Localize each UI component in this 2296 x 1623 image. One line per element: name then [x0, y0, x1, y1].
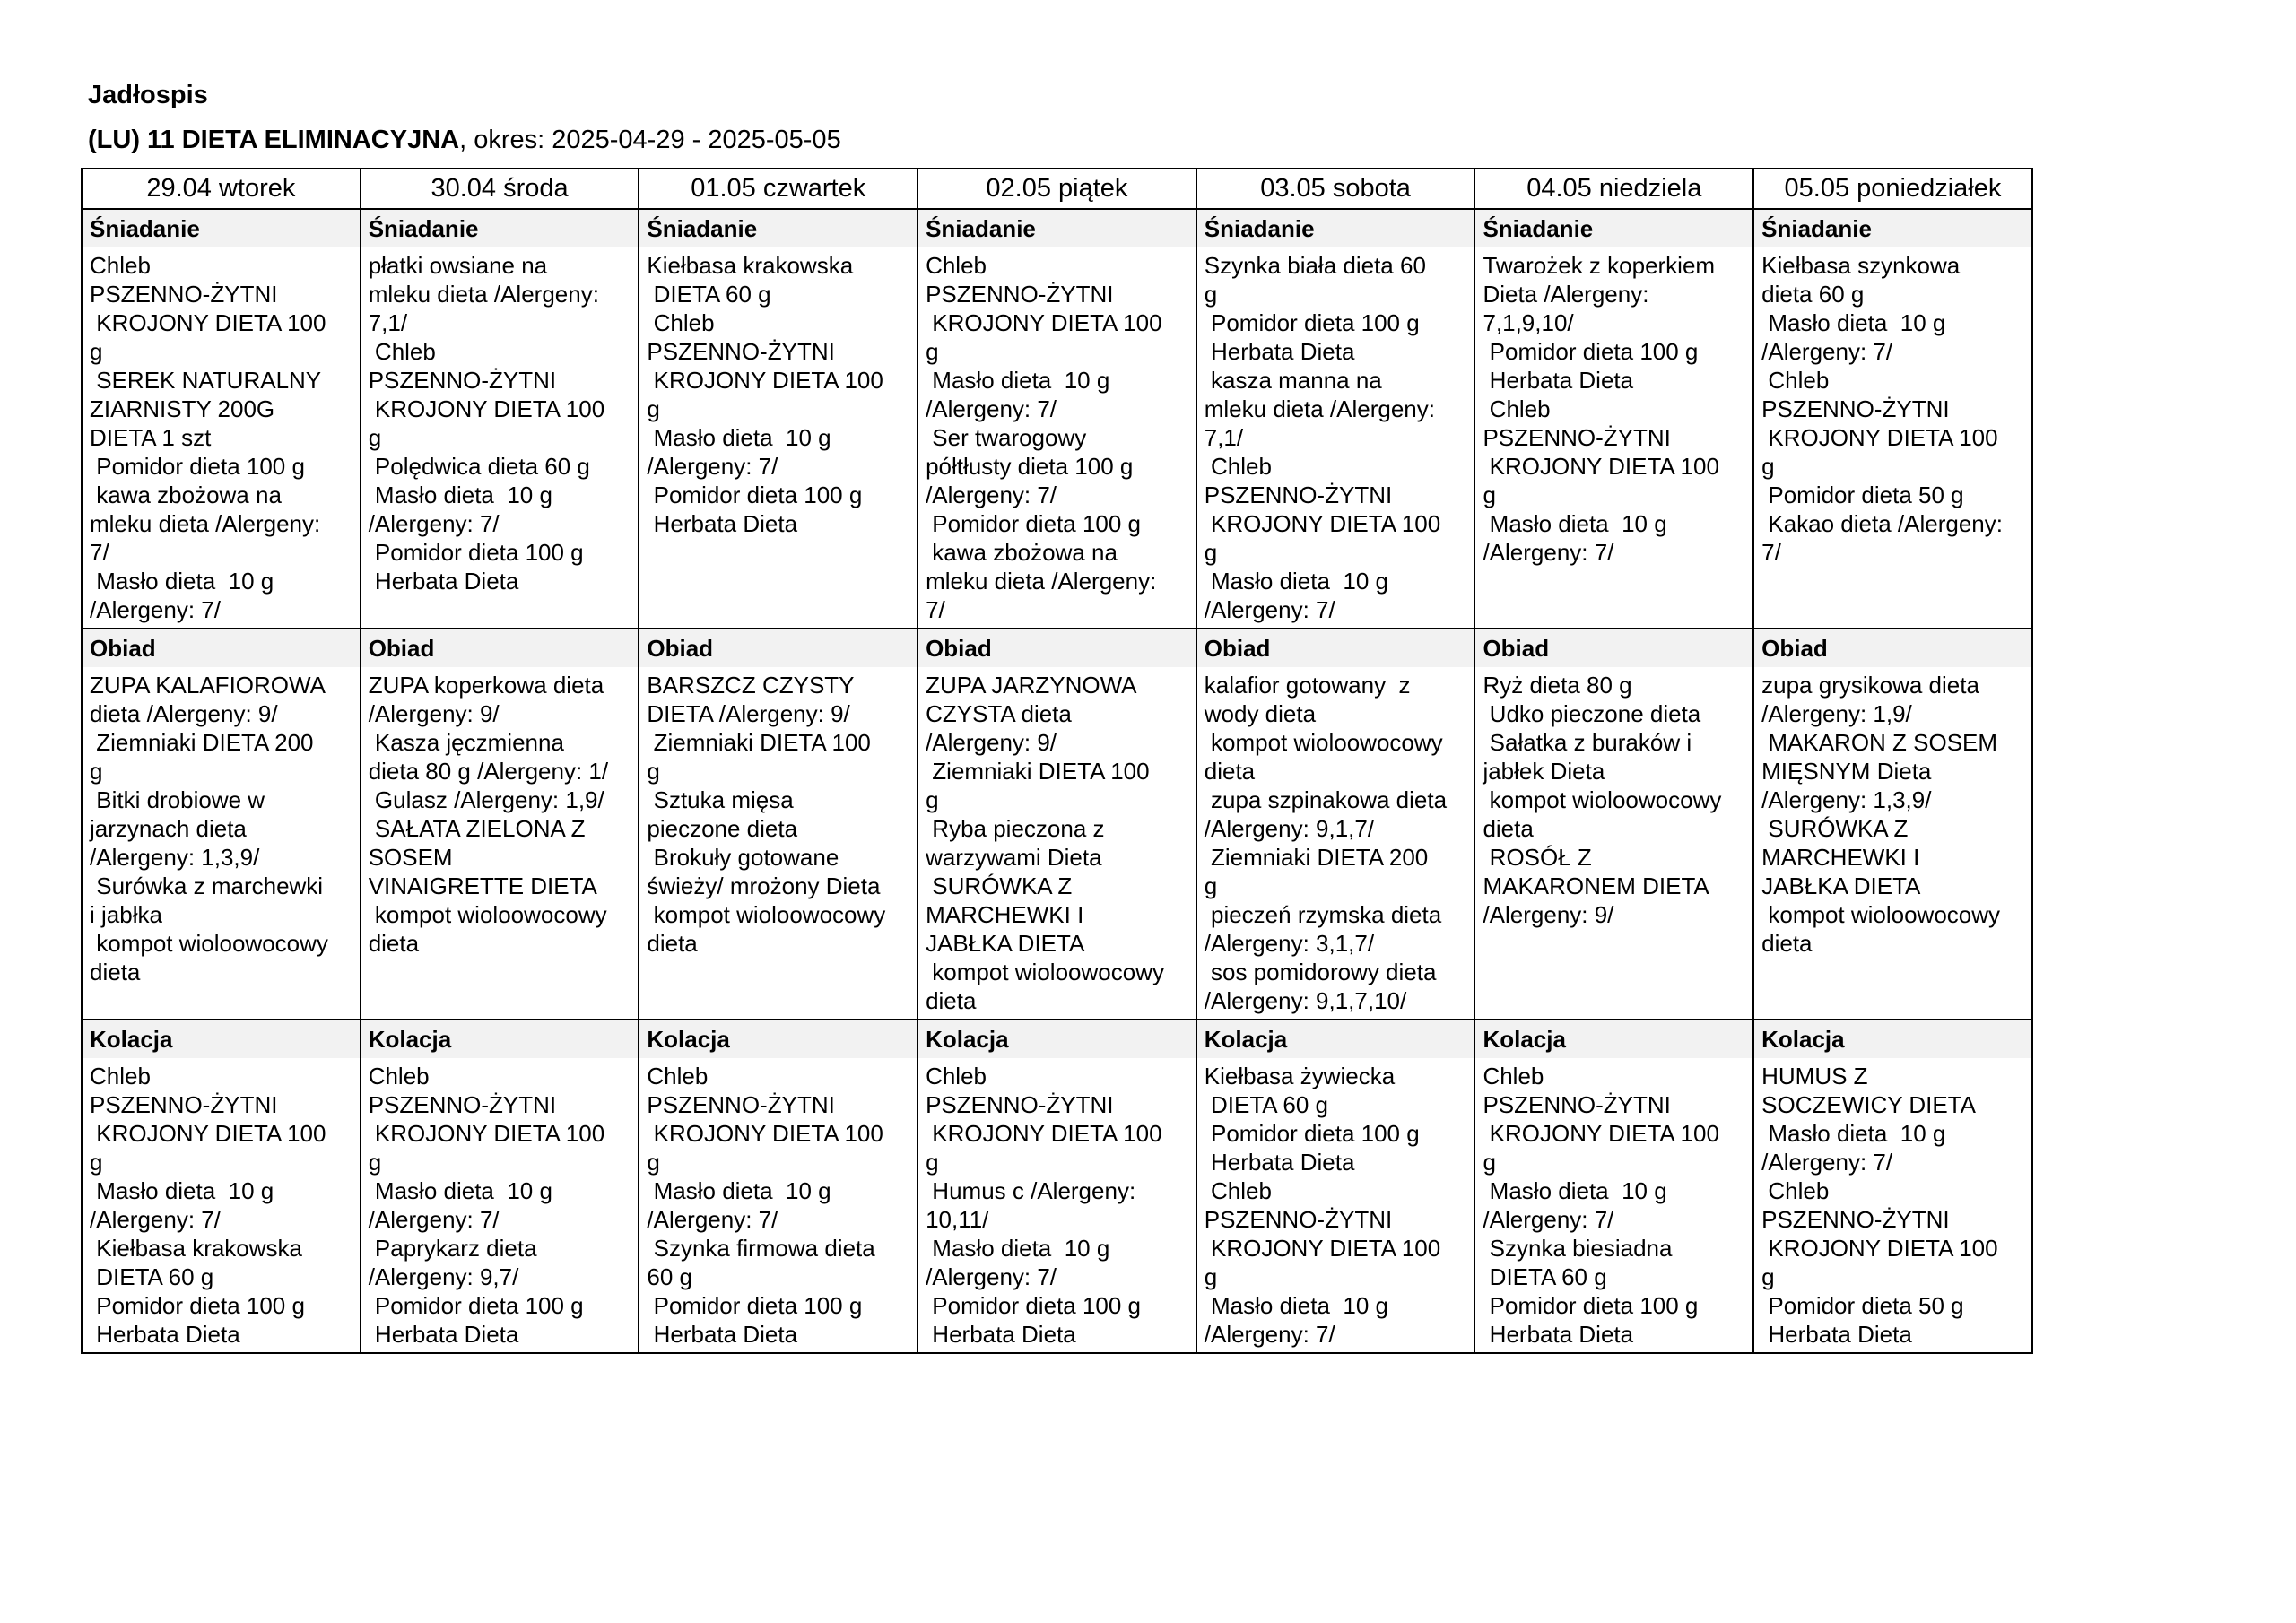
meal-items: Ryż dieta 80 g Udko pieczone dieta Sałatka z buraków i jabłek Dieta kompot wioloowocowy dieta ROSÓŁ Z MAKARONEM DIETA /Alergeny: 9/: [1483, 672, 1722, 928]
breakfast-cell: [1474, 209, 1753, 629]
meal-items: BARSZCZ CZYSTY DIETA /Alergeny: 9/ Ziemniaki DIETA 100 g Sztuka mięsa pieczone dieta Brokuły gotowane świeży/ mrożony Dieta kompot wioloowocowy dieta: [647, 672, 886, 957]
breakfast-cell: [1753, 209, 2032, 629]
meal-title: Obiad: [1197, 629, 1474, 667]
breakfast-cell: [918, 209, 1196, 629]
breakfast-cell: [639, 209, 918, 629]
dinner-cell: [918, 629, 1196, 1020]
meal-title: Śniadanie: [83, 210, 360, 247]
meal-title: Śniadanie: [639, 210, 917, 247]
supper-cell: [1474, 1020, 1753, 1353]
dinner-cell: [1196, 629, 1475, 1020]
meal-items: Chleb PSZENNO-ŻYTNI KROJONY DIETA 100 g Masło dieta 10 g /Alergeny: 7/ Szynka biesiadna DIETA 60 g Pomidor dieta 100 g Herbata Dieta: [1483, 1063, 1719, 1348]
meal-title: Obiad: [918, 629, 1196, 667]
page-header: [88, 77, 841, 158]
meal-items: Chleb PSZENNO-ŻYTNI KROJONY DIETA 100 g Masło dieta 10 g /Alergeny: 7/ Kiełbasa krakowska DIETA 60 g Pomidor dieta 100 g Herbata Dieta: [90, 1063, 326, 1348]
meal-items: Szynka biała dieta 60 g Pomidor dieta 100 g Herbata Dieta kasza manna na mleku dieta /Alergeny: 7,1/ Chleb PSZENNO-ŻYTNI KROJONY DIETA 100 g Masło dieta 10 g /Alergeny: 7/: [1204, 252, 1441, 623]
day-header: 02.05 piątek: [918, 169, 1196, 209]
meal-title: Kolacja: [361, 1020, 639, 1058]
dinner-cell: [82, 629, 361, 1020]
meal-title: Śniadanie: [1197, 210, 1474, 247]
meal-items: Twarożek z koperkiem Dieta /Alergeny: 7,1,9,10/ Pomidor dieta 100 g Herbata Dieta Chleb PSZENNO-ŻYTNI KROJONY DIETA 100 g Masło dieta 10 g /Alergeny: 7/: [1483, 252, 1719, 566]
meal-items: Chleb PSZENNO-ŻYTNI KROJONY DIETA 100 g Masło dieta 10 g /Alergeny: 7/ Ser twarogowy półtłusty dieta 100 g /Alergeny: 7/ Pomidor dieta 100 g kawa zbożowa na mleku dieta /Alergeny: 7/: [926, 252, 1162, 623]
meal-title: Obiad: [83, 629, 360, 667]
breakfast-cell: [1196, 209, 1475, 629]
dinner-row: [82, 629, 2032, 1020]
period-range: , okres: 2025-04-29 - 2025-05-05: [459, 126, 841, 154]
meal-title: Obiad: [361, 629, 639, 667]
page-subtitle: [88, 122, 841, 158]
supper-cell: [82, 1020, 361, 1353]
meal-title: Obiad: [639, 629, 917, 667]
meal-title: Kolacja: [1754, 1020, 2031, 1058]
meal-items: ZUPA KALAFIOROWA dieta /Alergeny: 9/ Ziemniaki DIETA 200 g Bitki drobiowe w jarzynach dieta /Alergeny: 1,3,9/ Surówka z marchewki i jabłka kompot wioloowocowy dieta: [90, 672, 328, 985]
meal-items: ZUPA koperkowa dieta /Alergeny: 9/ Kasza jęczmienna dieta 80 g /Alergeny: 1/ Gulasz /Alergeny: 1,9/ SAŁATA ZIELONA Z SOSEM VINAIGRETTE DIETA kompot wioloowocowy dieta: [368, 672, 609, 957]
meal-title: Kolacja: [83, 1020, 360, 1058]
diet-name: (LU) 11 DIETA ELIMINACYJNA: [88, 126, 460, 154]
meal-items: HUMUS Z SOCZEWICY DIETA Masło dieta 10 g /Alergeny: 7/ Chleb PSZENNO-ŻYTNI KROJONY DIETA 100 g Pomidor dieta 50 g Herbata Dieta: [1761, 1063, 1998, 1348]
dinner-cell: [1753, 629, 2032, 1020]
supper-cell: [361, 1020, 639, 1353]
day-header: 03.05 sobota: [1196, 169, 1475, 209]
supper-cell: [1196, 1020, 1475, 1353]
menu-table: [81, 168, 2033, 1354]
meal-items: Chleb PSZENNO-ŻYTNI KROJONY DIETA 100 g Humus c /Alergeny: 10,11/ Masło dieta 10 g /Alergeny: 7/ Pomidor dieta 100 g Herbata Dieta: [926, 1063, 1162, 1348]
meal-items: Kiełbasa żywiecka DIETA 60 g Pomidor dieta 100 g Herbata Dieta Chleb PSZENNO-ŻYTNI KROJONY DIETA 100 g Masło dieta 10 g /Alergeny: 7/: [1204, 1063, 1441, 1348]
breakfast-cell: [361, 209, 639, 629]
meal-items: Chleb PSZENNO-ŻYTNI KROJONY DIETA 100 g SEREK NATURALNY ZIARNISTY 200G DIETA 1 szt Pomidor dieta 100 g kawa zbożowa na mleku dieta /Alergeny: 7/ Masło dieta 10 g /Alergeny: 7/: [90, 252, 326, 623]
supper-cell: [918, 1020, 1196, 1353]
meal-items: Kiełbasa krakowska DIETA 60 g Chleb PSZENNO-ŻYTNI KROJONY DIETA 100 g Masło dieta 10 g /Alergeny: 7/ Pomidor dieta 100 g Herbata Dieta: [647, 252, 883, 537]
dinner-cell: [1474, 629, 1753, 1020]
meal-items: Kiełbasa szynkowa dieta 60 g Masło dieta 10 g /Alergeny: 7/ Chleb PSZENNO-ŻYTNI KROJONY DIETA 100 g Pomidor dieta 50 g Kakao dieta /Alergeny: 7/: [1761, 252, 2003, 566]
dinner-cell: [639, 629, 918, 1020]
meal-title: Śniadanie: [1754, 210, 2031, 247]
meal-items: kalafior gotowany z wody dieta kompot wioloowocowy dieta zupa szpinakowa dieta /Alergeny: 9,1,7/ Ziemniaki DIETA 200 g pieczeń rzymska dieta /Alergeny: 3,1,7/ sos pomidorowy dieta /Alergeny: 9,1,7,10/: [1204, 672, 1448, 1014]
meal-title: Śniadanie: [361, 210, 639, 247]
meal-items: Chleb PSZENNO-ŻYTNI KROJONY DIETA 100 g Masło dieta 10 g /Alergeny: 7/ Paprykarz dieta /Alergeny: 9,7/ Pomidor dieta 100 g Herbata Dieta: [368, 1063, 605, 1348]
supper-cell: [639, 1020, 918, 1353]
page-title: Jadłospis: [88, 81, 208, 109]
meal-items: Chleb PSZENNO-ŻYTNI KROJONY DIETA 100 g Masło dieta 10 g /Alergeny: 7/ Szynka firmowa dieta 60 g Pomidor dieta 100 g Herbata Dieta: [647, 1063, 883, 1348]
supper-cell: [1753, 1020, 2032, 1353]
dinner-cell: [361, 629, 639, 1020]
meal-title: Śniadanie: [1475, 210, 1752, 247]
meal-title: Śniadanie: [918, 210, 1196, 247]
meal-title: Kolacja: [1475, 1020, 1752, 1058]
meal-items: płatki owsiane na mleku dieta /Alergeny: 7,1/ Chleb PSZENNO-ŻYTNI KROJONY DIETA 100 g Polędwica dieta 60 g Masło dieta 10 g /Alergeny: 7/ Pomidor dieta 100 g Herbata Dieta: [368, 252, 605, 595]
meal-title: Kolacja: [1197, 1020, 1474, 1058]
day-header: 01.05 czwartek: [639, 169, 918, 209]
meal-items: ZUPA JARZYNOWA CZYSTA dieta /Alergeny: 9/ Ziemniaki DIETA 100 g Ryba pieczona z warzywami Dieta SURÓWKA Z MARCHEWKI I JABŁKA DIETA kompot wioloowocowy dieta: [926, 672, 1164, 1014]
meal-title: Obiad: [1475, 629, 1752, 667]
supper-row: [82, 1020, 2032, 1353]
breakfast-cell: [82, 209, 361, 629]
breakfast-row: [82, 209, 2032, 629]
day-header: 29.04 wtorek: [82, 169, 361, 209]
day-header-row: [82, 169, 2032, 209]
meal-title: Obiad: [1754, 629, 2031, 667]
meal-items: zupa grysikowa dieta /Alergeny: 1,9/ MAKARON Z SOSEM MIĘSNYM Dieta /Alergeny: 1,3,9/ SURÓWKA Z MARCHEWKI I JABŁKA DIETA kompot wioloowocowy dieta: [1761, 672, 2001, 957]
meal-title: Kolacja: [918, 1020, 1196, 1058]
day-header: 30.04 środa: [361, 169, 639, 209]
meal-title: Kolacja: [639, 1020, 917, 1058]
day-header: 05.05 poniedziałek: [1753, 169, 2032, 209]
day-header: 04.05 niedziela: [1474, 169, 1753, 209]
